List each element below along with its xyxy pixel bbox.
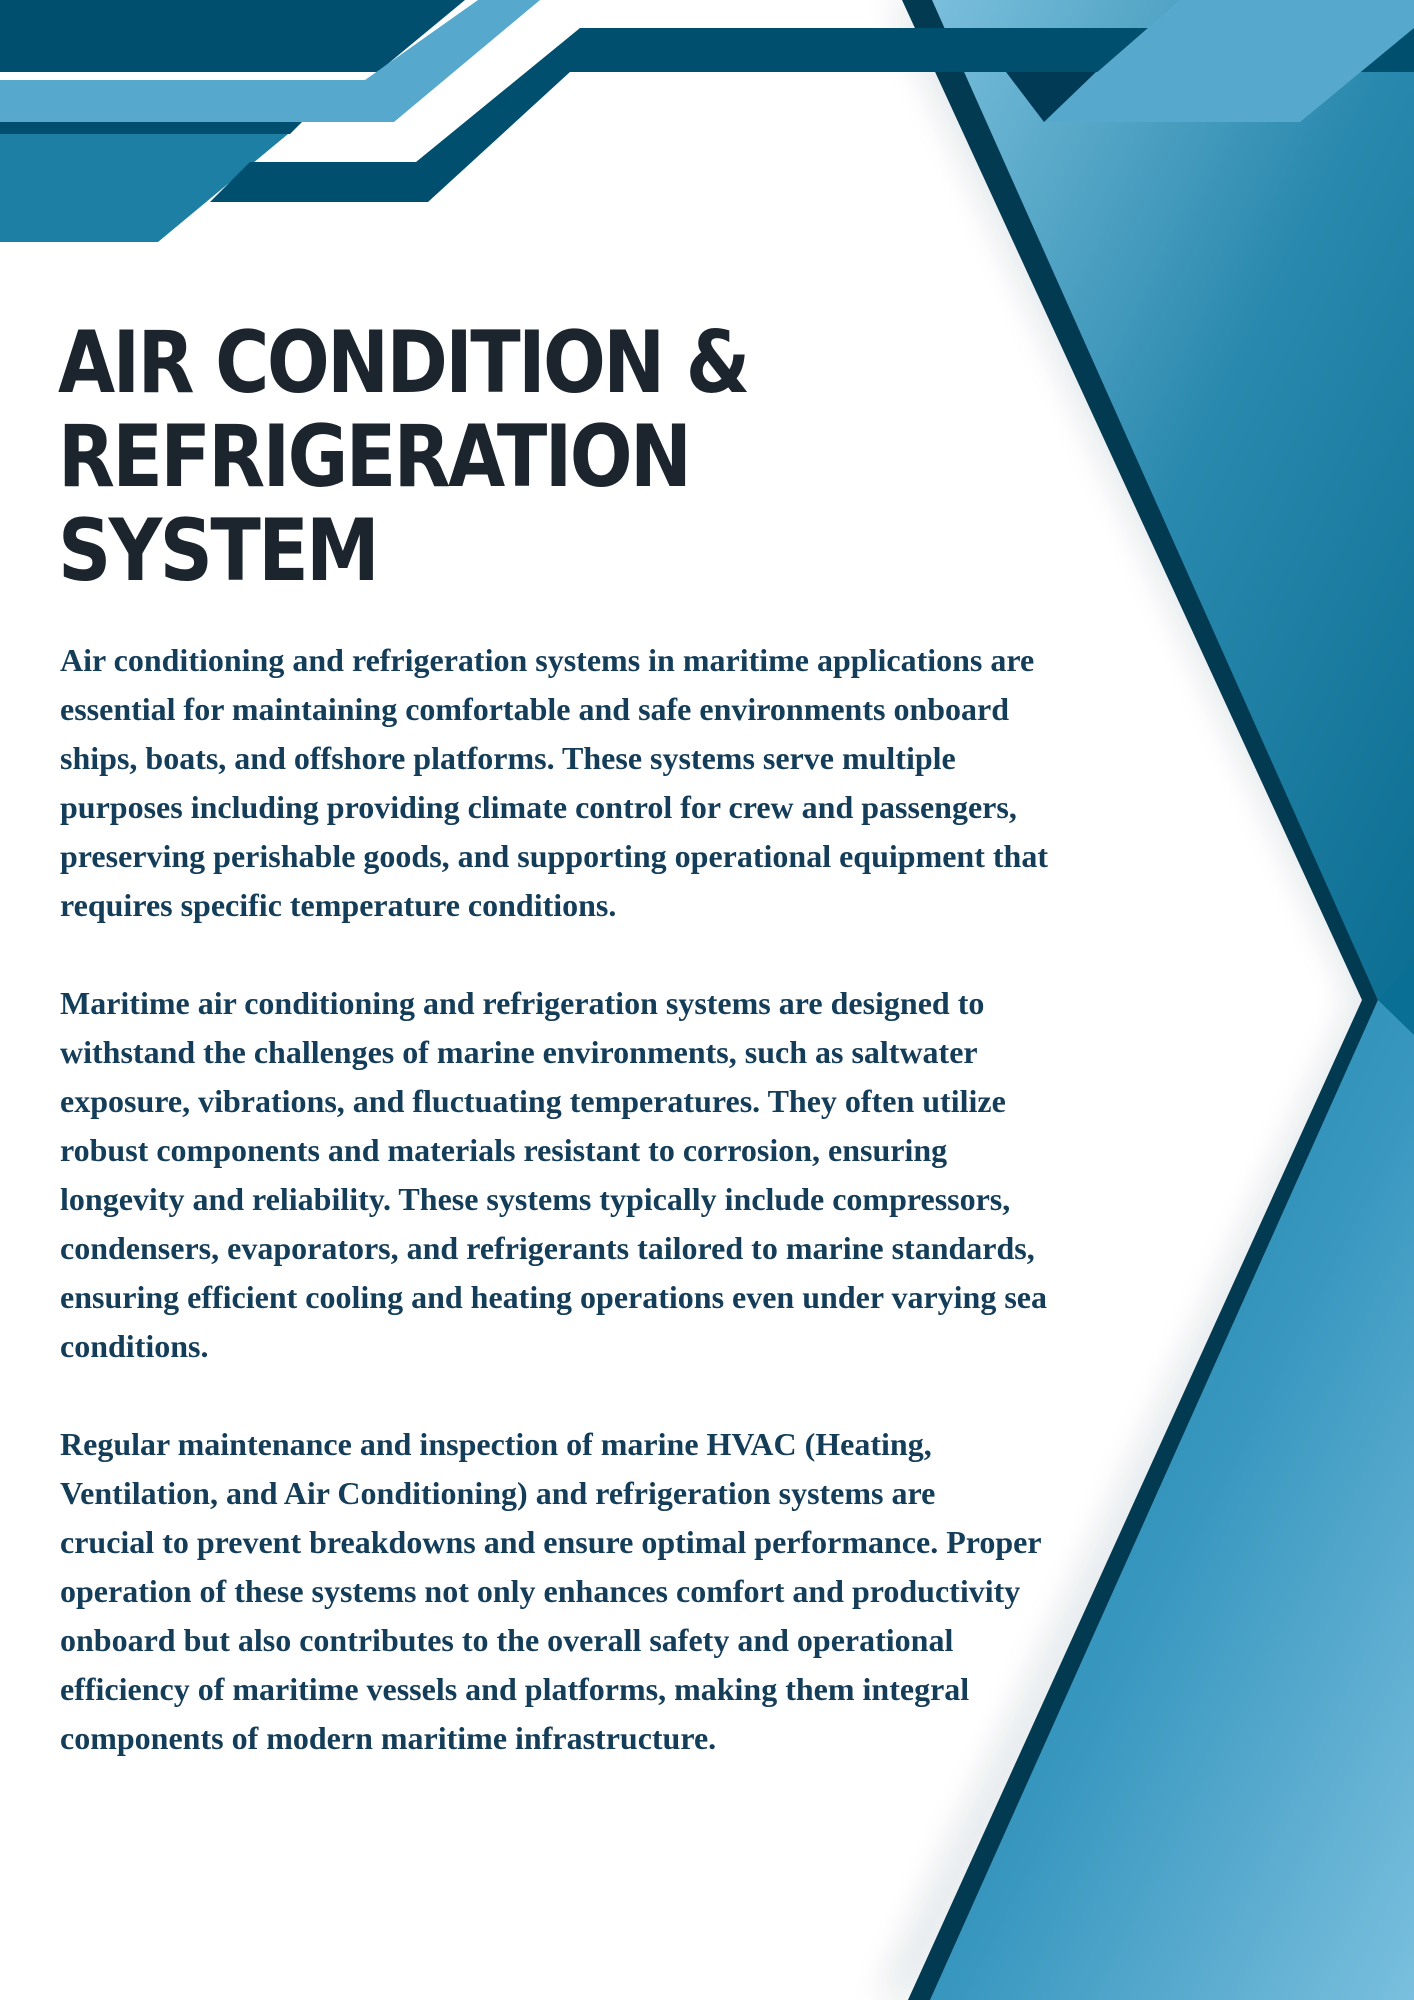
text-line: operation of these systems not only enhances comfort and productivity (60, 1573, 1021, 1609)
body-text (60, 636, 1120, 1812)
text-line: ships, boats, and offshore platforms. These systems serve multiple (60, 740, 956, 776)
text-line: withstand the challenges of marine environments, such as saltwater (60, 1034, 978, 1070)
text-line: preserving perishable goods, and supporting operational equipment that (60, 838, 1048, 874)
text-line: ensuring efficient cooling and heating operations even under varying sea (60, 1279, 1047, 1315)
text-line: conditions. (60, 1328, 209, 1364)
text-line: components of modern maritime infrastructure. (60, 1720, 717, 1756)
title-line: REFRIGERATION (58, 407, 690, 507)
text-line: condensers, evaporators, and refrigerants tailored to marine standards, (60, 1230, 1035, 1266)
text-line: Regular maintenance and inspection of marine HVAC (Heating, (60, 1426, 932, 1462)
text-line: robust components and materials resistant to corrosion, ensuring (60, 1132, 948, 1168)
paragraph-design (60, 979, 1120, 1371)
title-line: SYSTEM (58, 501, 378, 601)
text-line: longevity and reliability. These systems typically include compressors, (60, 1181, 1011, 1217)
text-line: exposure, vibrations, and fluctuating temperatures. They often utilize (60, 1083, 1006, 1119)
text-line: requires specific temperature conditions. (60, 887, 617, 923)
paragraph-maintenance (60, 1420, 1120, 1763)
text-line: Maritime air conditioning and refrigeration systems are designed to (60, 985, 985, 1021)
paragraph-intro (60, 636, 1120, 930)
text-line: crucial to prevent breakdowns and ensure optimal performance. Proper (60, 1524, 1042, 1560)
text-line: purposes including providing climate control for crew and passengers, (60, 789, 1017, 825)
text-line: efficiency of maritime vessels and platforms, making them integral (60, 1671, 970, 1707)
top-left-navy-stripe (0, 122, 302, 134)
text-line: essential for maintaining comfortable and safe environments onboard (60, 691, 1010, 727)
page-title (58, 313, 748, 601)
text-line: Air conditioning and refrigeration systems in maritime applications are (60, 642, 1035, 678)
text-line: onboard but also contributes to the overall safety and operational (60, 1622, 954, 1658)
title-line: AIR CONDITION & (58, 313, 748, 413)
text-line: Ventilation, and Air Conditioning) and refrigeration systems are (60, 1475, 936, 1511)
